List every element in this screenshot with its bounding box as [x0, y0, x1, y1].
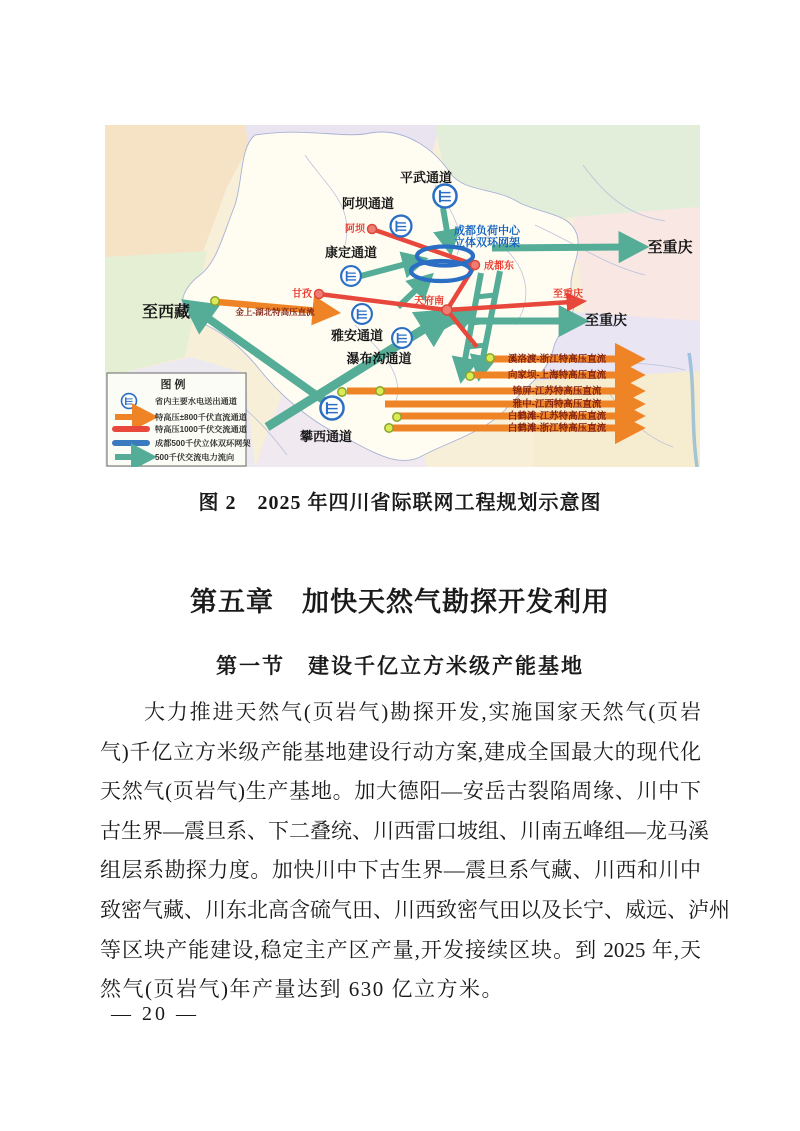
- section-heading: 第一节 建设千亿立方米级产能基地: [216, 654, 584, 679]
- corridor-label-pubugou: 瀑布沟通道: [346, 351, 412, 366]
- corridor-label-pingwu: 平武通道: [399, 170, 453, 185]
- station-label-chengdudong: 成都东: [484, 261, 514, 272]
- destination-label-tibet: 至西藏: [141, 304, 191, 321]
- body-text-line: 古生界—震旦系、下二叠统、川西雷口坡组、川南五峰组—龙马溪: [100, 818, 709, 843]
- destination-label-chongqing-top: 至重庆: [647, 239, 693, 256]
- hydro-icon-pubugou: [392, 328, 412, 348]
- dc-line-label-jinshang: 金上-湖北特高压直流: [235, 307, 315, 317]
- hydro-icon-pingwu: [433, 184, 456, 207]
- legend-title: 图 例: [160, 379, 186, 391]
- body-text-line: 天然气(页岩气)生产基地。加大德阳—安岳古裂陷周缘、川中下: [100, 779, 701, 804]
- map-image: [105, 125, 700, 467]
- body-text-line: 致密气藏、川东北高含硫气田、川西致密气田以及长宁、威远、泸州: [100, 897, 730, 922]
- sichuan-grid-map: [105, 125, 700, 467]
- legend-hydro-icon: [122, 394, 137, 409]
- hydro-icon-panxi: [320, 396, 343, 419]
- dc-line-label-yazhong: 雅中-江西特高压直流: [512, 399, 602, 410]
- hydro-icon-aba: [391, 216, 412, 237]
- legend-item-ring500: 成都500千伏立体双环网架: [155, 439, 251, 448]
- corridor-label-panxi: 攀西通道: [299, 429, 353, 444]
- map-legend: [107, 373, 251, 466]
- hydro-icon-kangding: [341, 266, 361, 286]
- dc-line-label-xiangjiaba: 向家坝-上海特高压直流: [507, 370, 607, 381]
- station-label-aba: 阿坝: [345, 224, 365, 235]
- dc-line-label-jinping: 锦屏-江苏特高压直流: [512, 386, 602, 397]
- chapter-heading: 第五章 加快天然气勘探开发利用: [190, 587, 610, 618]
- figure-caption: 图 2 2025 年四川省际联网工程规划示意图: [198, 492, 602, 514]
- load-center-label-1: 成都负荷中心: [454, 225, 520, 237]
- body-text-line: 然气(页岩气)年产量达到 630 亿立方米。: [100, 977, 504, 1002]
- body-text-line: 组层系勘探力度。加快川中下古生界—震旦系气藏、川西和川中: [100, 858, 701, 883]
- body-text-line: 气)千亿立方米级产能基地建设行动方案,建成全国最大的现代化: [100, 739, 701, 764]
- corridor-label-yaan: 雅安通道: [330, 328, 384, 343]
- legend-item-dc800: 特高压±800千伏直流通道: [155, 413, 247, 422]
- body-paragraph: [100, 693, 730, 1010]
- body-text-line: 大力推进天然气(页岩气)勘探开发,实施国家天然气(页岩: [144, 700, 701, 724]
- body-text-line: 等区块产能建设,稳定主产区产量,开发接续区块。到 2025 年,天: [100, 937, 701, 962]
- load-center-label-2: 立体双环网架: [454, 237, 520, 249]
- destination-label-chongqing-mid: 至重庆: [585, 312, 627, 328]
- destination-label-chongqing-red: 至重庆: [553, 289, 583, 300]
- dc-line-label-baihetan-zj: 白鹤滩-浙江特高压直流: [507, 423, 607, 434]
- corridor-label-aba: 阿坝通道: [341, 196, 395, 211]
- dc-line-label-xiluodu: 溪洛渡-浙江特高压直流: [507, 354, 607, 365]
- legend-item-hydro: 省内主要水电送出通道: [155, 397, 237, 406]
- corridor-label-kangding: 康定通道: [324, 245, 378, 260]
- station-label-ganzi: 甘孜: [292, 289, 312, 300]
- station-label-tianfunan: 天府南: [414, 296, 444, 307]
- hydro-icon-yaan-1: [352, 304, 372, 324]
- legend-item-ac1000: 特高压1000千伏交流通道: [155, 425, 247, 434]
- page-number: — 20 —: [111, 1003, 199, 1025]
- dc-line-label-baihetan-js: 白鹤滩-江苏特高压直流: [507, 411, 607, 422]
- legend-item-flow500: 500千伏交流电力流向: [155, 453, 235, 462]
